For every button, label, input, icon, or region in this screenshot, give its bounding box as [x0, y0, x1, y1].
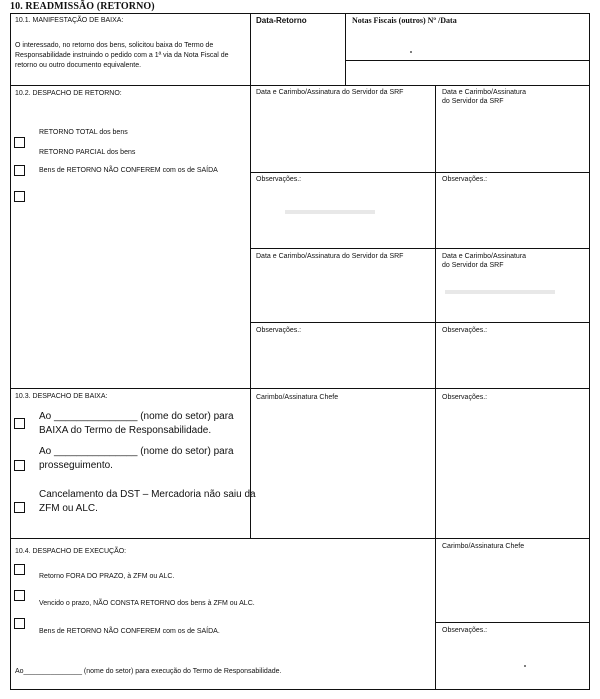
- data-carimbo-srf-1: Data e Carimbo/Assinatura do Servidor da SRF: [256, 89, 404, 96]
- data-carimbo-srf-4b: do Servidor da SRF: [442, 262, 504, 269]
- option-retorno-parcial: [39, 148, 135, 157]
- carimbo-chefe-104: Carimbo/Assinatura Chefe: [442, 543, 525, 550]
- divider-102: [10, 388, 590, 389]
- checkbox-retorno-parcial[interactable]: [14, 165, 25, 176]
- carimbo-chefe-103: Carimbo/Assinatura Chefe: [256, 394, 339, 401]
- divider-102-r1: [250, 172, 590, 173]
- checkbox-cancelamento-dst[interactable]: [14, 502, 25, 513]
- checkbox-fora-do-prazo[interactable]: [14, 564, 25, 575]
- section-101-text-line2: Responsabilidade instruindo o pedido com a 1ª via da Nota Fiscal de: [15, 52, 229, 59]
- divider-101-col2: [345, 13, 346, 85]
- option-retorno-total: [39, 128, 128, 137]
- execucao-footer-line: Ao_______________ (nome do setor) para execução do Termo de Responsabilidade.: [15, 668, 282, 675]
- frame-bottom: [10, 689, 590, 690]
- option-nao-conferem-a: Bens de: [39, 167, 65, 174]
- data-carimbo-srf-2a: Data e Carimbo/Assinatura: [442, 89, 527, 96]
- observacoes-102-2: Observações.:: [442, 176, 488, 183]
- checkbox-nao-consta-retorno[interactable]: [14, 590, 25, 601]
- option-nao-conferem-b: RETORNO NÃO CONFEREM: [66, 167, 161, 174]
- divider-102-r2: [250, 248, 590, 249]
- option-retorno-total-strong: RETORNO TOTAL: [39, 129, 98, 136]
- checkbox-execucao-nao-conferem[interactable]: [14, 618, 25, 629]
- option-retorno-parcial-rest: dos bens: [106, 149, 136, 156]
- divider-102-col2: [435, 85, 436, 689]
- data-carimbo-srf-4a: Data e Carimbo/Assinatura: [442, 253, 527, 260]
- option-nao-consta-a: Vencido o prazo,: [39, 600, 92, 607]
- option-fora-do-prazo-c: , à ZFM ou ALC.: [123, 573, 175, 580]
- checkbox-prosseguimento[interactable]: [14, 460, 25, 471]
- section-104-heading: 10.4. DESPACHO DE EXECUÇÃO:: [15, 548, 127, 555]
- option-exec-nao-conferem-a: Bens de: [39, 628, 65, 635]
- notas-fiscais-inner-line: [345, 60, 589, 61]
- option-prosseguimento-line1: Ao _______________ (nome do setor) para: [39, 446, 234, 457]
- notas-fiscais-label: Notas Fiscais (outros) Nº /Data: [352, 16, 457, 25]
- option-cancelamento-line1: Cancelamento da DST – Mercadoria não saiu da: [39, 489, 256, 500]
- scan-smudge: [445, 290, 555, 294]
- option-retorno-nao-conferem: [39, 166, 218, 175]
- frame-top: [10, 13, 590, 14]
- option-baixa-termo-line1: Ao _______________ (nome do setor) para: [39, 411, 234, 422]
- option-execucao-nao-conferem: [39, 627, 220, 636]
- scan-speck: [410, 51, 412, 53]
- option-fora-do-prazo: [39, 572, 174, 581]
- observacoes-102-4: Observações.:: [442, 327, 488, 334]
- section-103-heading: 10.3. DESPACHO DE BAIXA:: [15, 393, 108, 400]
- option-prosseguimento-line2: prosseguimento.: [39, 460, 113, 471]
- frame-left: [10, 13, 11, 690]
- option-fora-do-prazo-b: FORA DO PRAZO: [65, 573, 124, 580]
- option-exec-nao-conferem-d: SAÍDA.: [196, 628, 220, 635]
- section-101-text-line1: O interessado, no retorno dos bens, solicitou baixa do Termo de: [15, 42, 214, 49]
- divider-102-col1: [250, 85, 251, 538]
- observacoes-102-1: Observações.:: [256, 176, 302, 183]
- option-nao-consta-c: dos bens à ZFM ou ALC.: [177, 600, 255, 607]
- option-fora-do-prazo-a: Retorno: [39, 573, 64, 580]
- checkbox-retorno-nao-conferem[interactable]: [14, 191, 25, 202]
- scan-smudge: [285, 210, 375, 214]
- data-retorno-label: Data-Retorno: [256, 16, 307, 25]
- observacoes-104: Observações.:: [442, 627, 488, 634]
- option-retorno-parcial-strong: RETORNO PARCIAL: [39, 149, 105, 156]
- option-retorno-total-rest: dos bens: [99, 129, 128, 136]
- section-101-heading: 10.1. MANIFESTAÇÃO DE BAIXA:: [15, 17, 124, 24]
- data-carimbo-srf-2b: do Servidor da SRF: [442, 98, 504, 105]
- divider-103: [10, 538, 590, 539]
- scan-speck: [524, 665, 526, 667]
- option-exec-nao-conferem-c: com os de: [162, 628, 195, 635]
- frame-right: [589, 13, 590, 690]
- option-nao-conferem-d: SAÍDA: [196, 167, 218, 174]
- observacoes-102-3: Observações.:: [256, 327, 302, 334]
- option-nao-conferem-c: com os de: [162, 167, 195, 174]
- option-baixa-termo-line2: BAIXA do Termo de Responsabilidade.: [39, 425, 212, 436]
- divider-104-right: [435, 622, 590, 623]
- divider-102-r3: [250, 322, 590, 323]
- checkbox-baixa-termo[interactable]: [14, 418, 25, 429]
- section-102-heading: 10.2. DESPACHO DE RETORNO:: [15, 90, 122, 97]
- data-carimbo-srf-3: Data e Carimbo/Assinatura do Servidor da SRF: [256, 253, 404, 260]
- form-section-title: 10. READMISSÃO (RETORNO): [10, 1, 155, 12]
- divider-101: [10, 85, 590, 86]
- checkbox-retorno-total[interactable]: [14, 137, 25, 148]
- option-cancelamento-line2: ZFM ou ALC.: [39, 503, 98, 514]
- option-exec-nao-conferem-b: RETORNO NÃO CONFEREM: [66, 628, 161, 635]
- option-nao-consta-retorno: [39, 599, 255, 608]
- section-101-text-line3: retorno ou outro documento equivalente.: [15, 62, 142, 69]
- option-nao-consta-b: NÃO CONSTA RETORNO: [93, 600, 176, 607]
- divider-101-col1: [250, 13, 251, 85]
- observacoes-103: Observações.:: [442, 394, 488, 401]
